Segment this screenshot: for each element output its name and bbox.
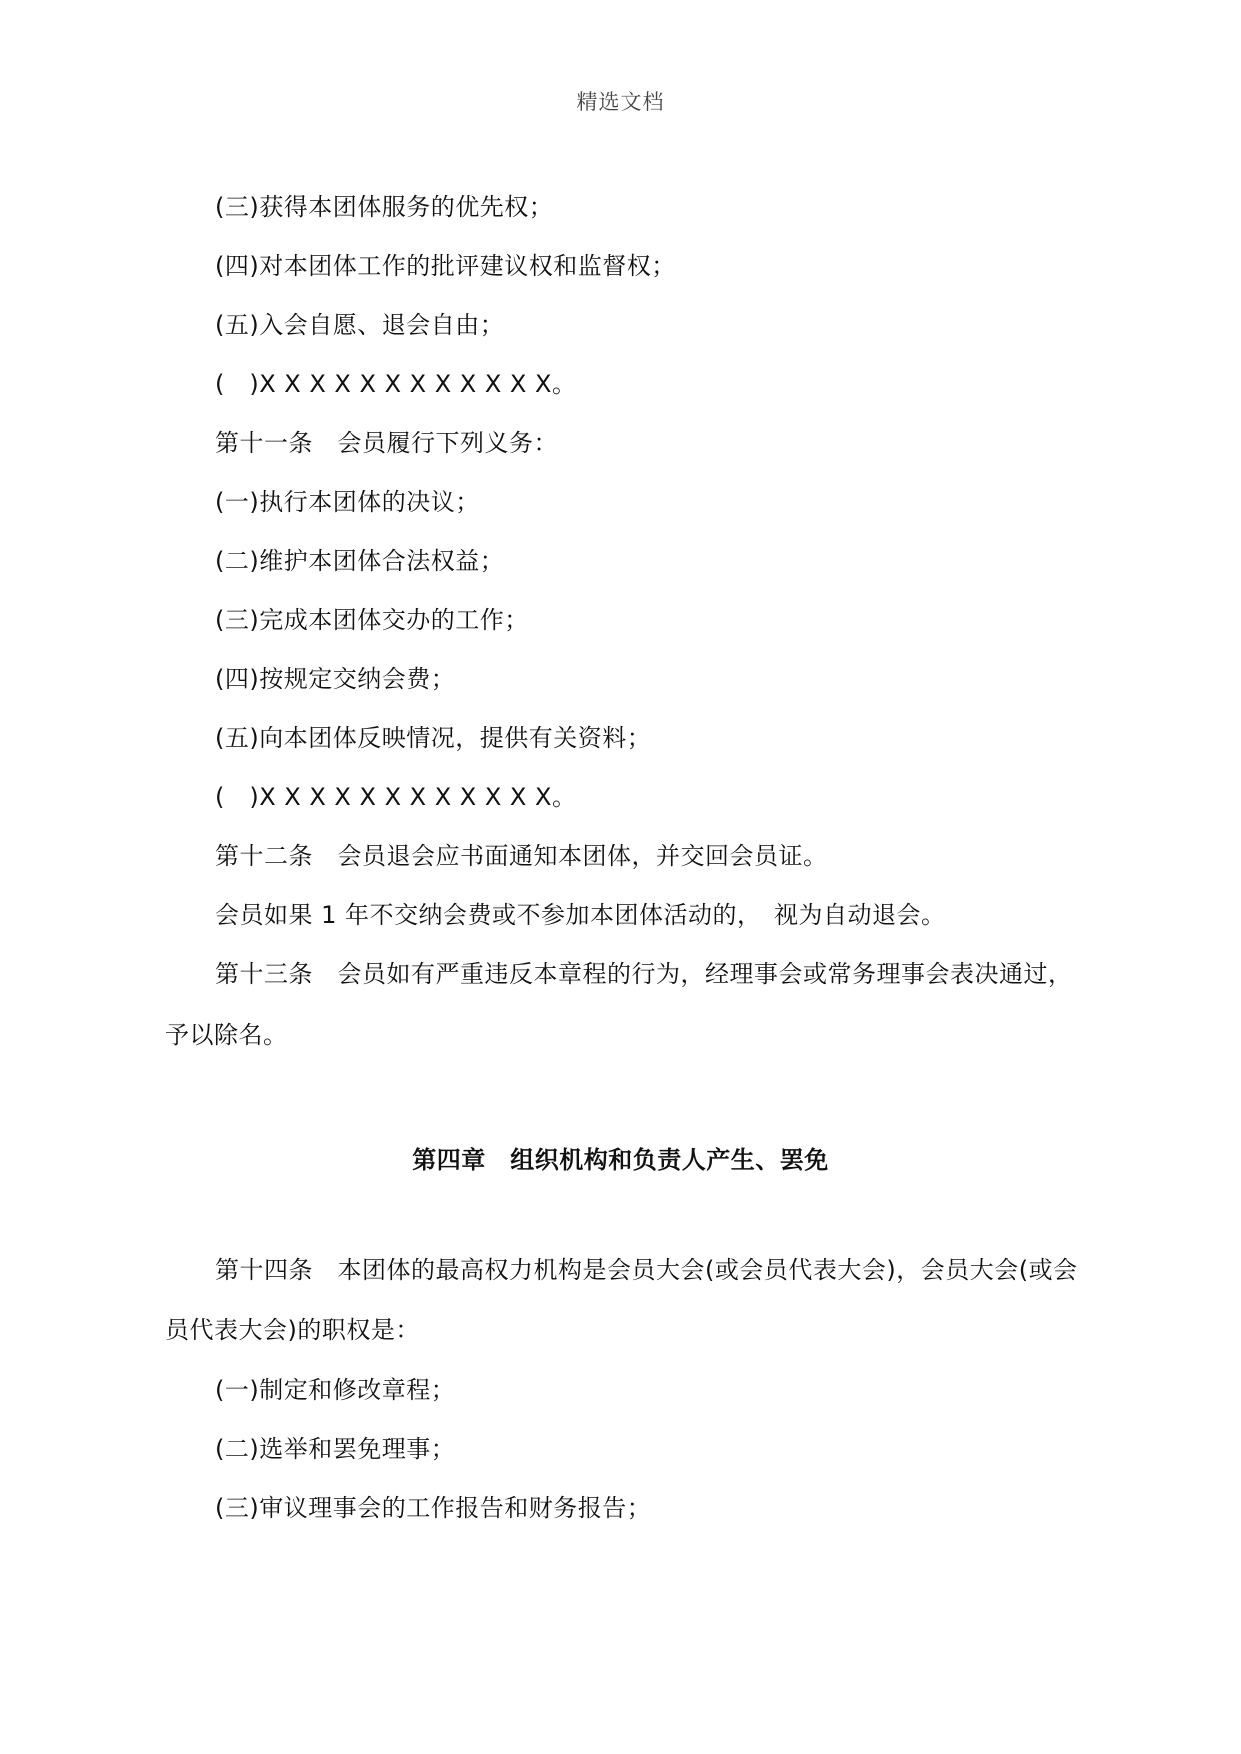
body-line-duties-5: (五)向本团体反映情况，提供有关资料； (215, 724, 652, 752)
chapter-title: 第四章 组织机构和负责人产生、罢免 (412, 1146, 829, 1174)
body-line-rights-3: (三)获得本团体服务的优先权； (215, 193, 554, 221)
body-line-duties-3: (三)完成本团体交办的工作； (215, 606, 529, 634)
article-12-text: 第十二条 会员退会应书面通知本团体，并交回会员证。 (215, 842, 828, 870)
article-13-text-continued: 予以除名。 (165, 1021, 288, 1049)
body-line-auto-withdrawal: 会员如果 1 年不交纳会费或不参加本团体活动的， 视为自动退会。 (215, 901, 946, 929)
body-line-rights-5: (五)入会自愿、退会自由； (215, 311, 505, 339)
article-14-text: 第十四条 本团体的最高权力机构是会员大会(或会员代表大会)，会员大会(或会 (215, 1256, 1078, 1284)
body-line-rights-placeholder: ( )X X X X X X X X X X X X。 (215, 370, 577, 398)
body-line-powers-1: (一)制定和修改章程； (215, 1376, 456, 1404)
body-line-duties-1: (一)执行本团体的决议； (215, 488, 480, 516)
body-line-powers-3: (三)审议理事会的工作报告和财务报告； (215, 1494, 652, 1522)
body-line-rights-4: (四)对本团体工作的批评建议权和监督权； (215, 252, 676, 280)
article-11-heading: 第十一条 会员履行下列义务： (215, 429, 558, 457)
page-header: 精选文档 (576, 90, 665, 114)
article-14-text-continued: 员代表大会)的职权是： (165, 1316, 420, 1344)
article-13-text: 第十三条 会员如有严重违反本章程的行为，经理事会或常务理事会表决通过， (215, 960, 1073, 988)
body-line-duties-4: (四)按规定交纳会费； (215, 665, 456, 693)
body-line-duties-2: (二)维护本团体合法权益； (215, 547, 505, 575)
body-line-powers-2: (二)选举和罢免理事； (215, 1435, 456, 1463)
body-line-duties-placeholder: ( )X X X X X X X X X X X X。 (215, 783, 577, 811)
